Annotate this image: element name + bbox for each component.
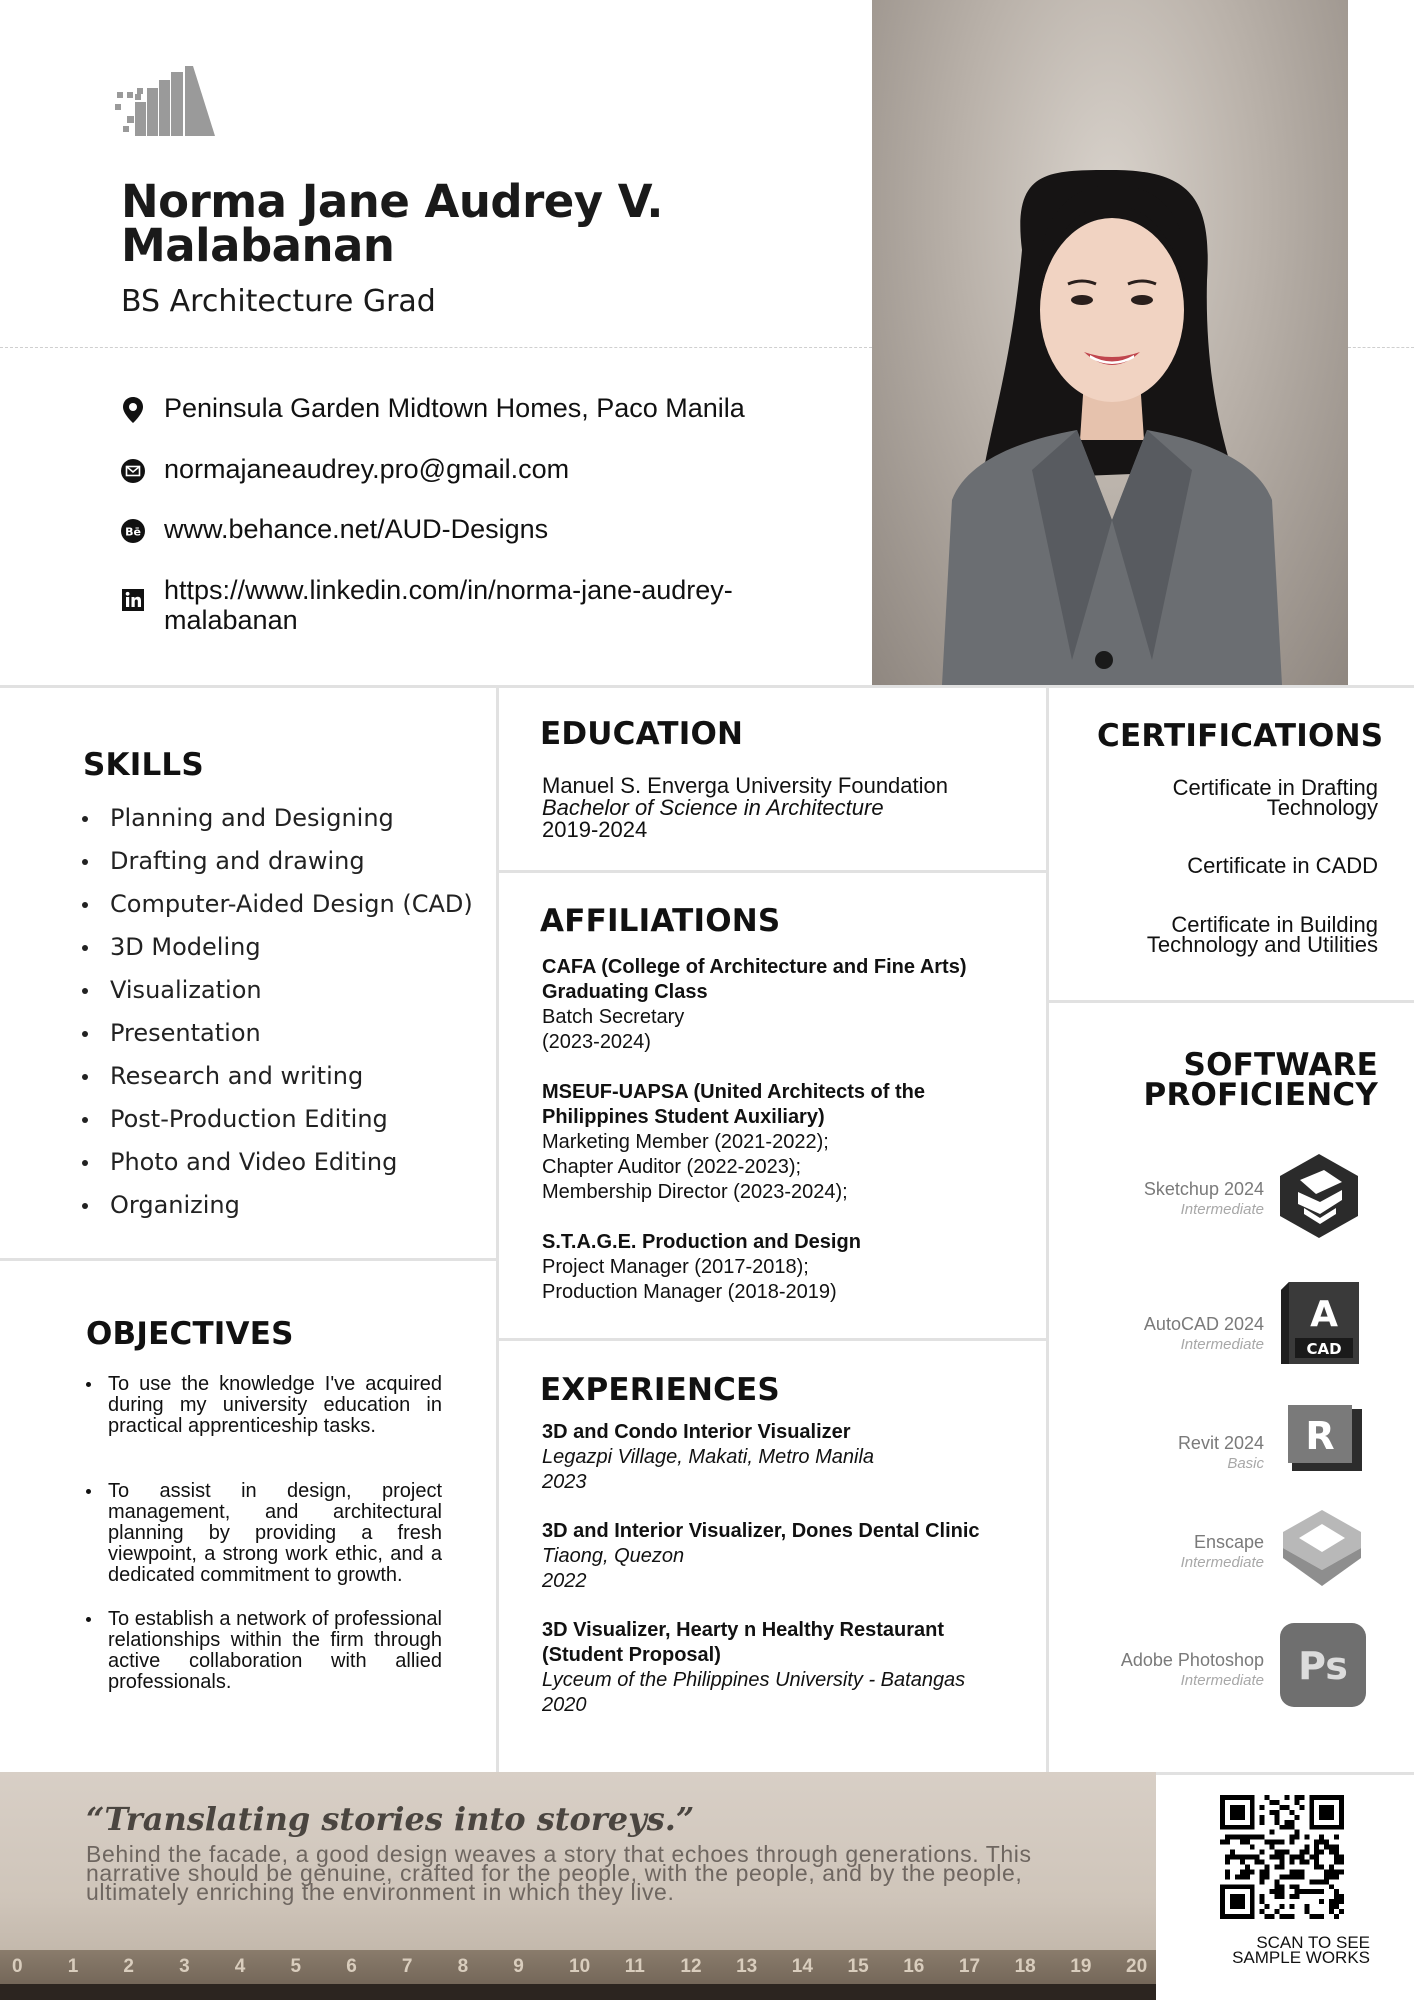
education-years: 2019-2024 bbox=[542, 817, 648, 842]
skill-item: Planning and Designing bbox=[82, 800, 482, 843]
email-link[interactable]: normajaneaudrey.pro@gmail.com bbox=[164, 454, 570, 484]
affiliation-role: Membership Director (2023-2024); bbox=[542, 1181, 848, 1203]
objective-item: To assist in design, project management, and architectural planning by providing a fresh viewpoint, a strong work ethic, and a dedicated commitment to growth. bbox=[84, 1481, 442, 1586]
contact-address bbox=[118, 393, 804, 425]
software-name: Revit 2024 bbox=[1177, 1433, 1264, 1453]
section-divider bbox=[1046, 1000, 1414, 1003]
skill-item: Research and writing bbox=[82, 1058, 482, 1101]
ruler-tick-label: 17 bbox=[958, 1956, 981, 1977]
section-divider bbox=[0, 1258, 496, 1261]
ruler-tick-label: 11 bbox=[624, 1956, 645, 1977]
software-level: Intermediate bbox=[1180, 1336, 1264, 1353]
autocad-icon bbox=[1281, 1282, 1359, 1364]
header-divider-right bbox=[1348, 347, 1414, 348]
ruler-base bbox=[0, 1984, 1156, 2000]
portrait-illustration bbox=[872, 0, 1348, 685]
profile-photo bbox=[872, 0, 1348, 685]
software-item-enscape bbox=[1024, 1531, 1264, 1573]
certification-item: Certificate in Drafting Technology bbox=[1172, 775, 1378, 820]
software-name: Adobe Photoshop bbox=[1120, 1650, 1264, 1670]
ruler-tick-label: 13 bbox=[736, 1956, 758, 1977]
photoshop-icon bbox=[1280, 1623, 1366, 1707]
ruler-tick-label: 15 bbox=[847, 1956, 869, 1977]
skills-list bbox=[82, 800, 482, 1230]
skill-item: Organizing bbox=[82, 1187, 482, 1230]
ruler-tick-label: 4 bbox=[234, 1956, 246, 1977]
degree: Bachelor of Science in Architecture bbox=[542, 795, 884, 820]
affiliation-entry bbox=[542, 1080, 1042, 1205]
ruler-tick-label: 18 bbox=[1014, 1956, 1036, 1977]
autocad-icon-sub: CAD bbox=[1306, 1340, 1342, 1358]
location-pin-icon bbox=[118, 395, 148, 425]
experience-title: 3D Visualizer, Hearty n Healthy Restaurant (Student Proposal) bbox=[542, 1619, 945, 1666]
ruler-tick-label: 1 bbox=[67, 1956, 79, 1977]
experience-entry bbox=[542, 1519, 1042, 1594]
ruler-tick-label: 14 bbox=[791, 1956, 813, 1977]
behance-link[interactable]: www.behance.net/AUD-Designs bbox=[164, 514, 549, 544]
experience-title: 3D and Interior Visualizer, Dones Dental Clinic bbox=[542, 1520, 980, 1542]
column-divider-right bbox=[1046, 685, 1049, 1772]
education-entry bbox=[542, 775, 1042, 841]
svg-text:Bē: Bē bbox=[125, 525, 141, 539]
header-divider bbox=[0, 347, 872, 348]
address-text: Peninsula Garden Midtown Homes, Paco Manila bbox=[164, 393, 745, 423]
affiliation-entry bbox=[542, 1230, 1042, 1305]
affiliation-title: S.T.A.G.E. Production and Design bbox=[542, 1231, 861, 1253]
objectives-heading: OBJECTIVES bbox=[86, 1316, 294, 1352]
email-icon bbox=[118, 456, 148, 486]
affiliation-role: Batch Secretary bbox=[542, 1006, 685, 1028]
experience-year: 2020 bbox=[542, 1694, 587, 1716]
revit-icon-letter: R bbox=[1305, 1414, 1335, 1458]
software-name: Enscape bbox=[1193, 1532, 1264, 1552]
sketchup-icon bbox=[1276, 1152, 1362, 1240]
contact-email[interactable] bbox=[118, 454, 804, 486]
experience-year: 2022 bbox=[542, 1570, 587, 1592]
experience-title: 3D and Condo Interior Visualizer bbox=[542, 1421, 851, 1443]
experience-place: Lyceum of the Philippines University - Batangas bbox=[542, 1669, 966, 1691]
experience-entry bbox=[542, 1618, 1042, 1718]
linkedin-link[interactable]: https://www.linkedin.com/in/norma-jane-audrey-malabanan bbox=[164, 575, 733, 635]
job-title: BS Architecture Grad bbox=[121, 284, 436, 319]
skill-item: 3D Modeling bbox=[82, 929, 482, 972]
ruler-tick-label: 20 bbox=[1126, 1956, 1148, 1977]
ruler-tick-label: 8 bbox=[457, 1956, 469, 1977]
affiliation-entry bbox=[542, 955, 1042, 1055]
ruler-tick-label: 19 bbox=[1070, 1956, 1092, 1977]
skill-item: Computer-Aided Design (CAD) bbox=[82, 886, 482, 929]
skill-item: Photo and Video Editing bbox=[82, 1144, 482, 1187]
behance-icon bbox=[118, 516, 148, 546]
affiliation-title: MSEUF-UAPSA (United Architects of the Philippines Student Auxiliary) bbox=[542, 1081, 925, 1128]
qr-caption bbox=[1180, 1935, 1370, 1965]
quote-title: “Translating stories into storeys.” bbox=[86, 1800, 695, 1838]
enscape-icon bbox=[1281, 1508, 1363, 1588]
section-divider bbox=[496, 1338, 1046, 1341]
section-divider bbox=[496, 870, 1046, 873]
certification-item: Certificate in Building Technology and Utilities bbox=[1146, 912, 1378, 957]
software-item-revit bbox=[1024, 1432, 1264, 1474]
affiliation-role: Chapter Auditor (2022-2023); bbox=[542, 1156, 802, 1178]
software-level: Intermediate bbox=[1180, 1554, 1264, 1571]
ruler-tick-label: 2 bbox=[123, 1956, 134, 1977]
certifications-heading: CERTIFICATIONS bbox=[1097, 718, 1384, 754]
ruler-tick-label: 0 bbox=[12, 1956, 23, 1977]
revit-icon bbox=[1288, 1405, 1364, 1475]
section-divider bbox=[0, 685, 1414, 688]
software-level: Intermediate bbox=[1180, 1201, 1264, 1218]
quote-body: Behind the facade, a good design weaves a story that echoes through generations. This narrative should be genuine, crafted for the people, with the people, and by the people, ultimately enriching the environment in which they live. bbox=[86, 1841, 1032, 1905]
software-item-autocad bbox=[1024, 1313, 1264, 1355]
affiliation-role: Production Manager (2018-2019) bbox=[542, 1281, 837, 1303]
experience-year: 2023 bbox=[542, 1471, 587, 1493]
skills-heading: SKILLS bbox=[83, 747, 204, 783]
affiliations-heading: AFFILIATIONS bbox=[540, 903, 781, 939]
contact-linkedin[interactable] bbox=[118, 575, 804, 635]
software-name: AutoCAD 2024 bbox=[1143, 1314, 1264, 1334]
affiliation-role: (2023-2024) bbox=[542, 1031, 651, 1053]
objective-item: To establish a network of professional relationships within the firm through active collaboration with allied professionals. bbox=[84, 1609, 442, 1693]
software-item-sketchup bbox=[1024, 1178, 1264, 1220]
experience-entry bbox=[542, 1420, 1042, 1495]
affiliation-title: CAFA (College of Architecture and Fine Arts) Graduating Class bbox=[542, 956, 967, 1003]
name-line-1: Norma Jane Audrey V. bbox=[121, 175, 663, 228]
skill-item: Post-Production Editing bbox=[82, 1101, 482, 1144]
ruler-tick-label: 10 bbox=[569, 1956, 591, 1977]
certification-item: Certificate in CADD bbox=[1187, 853, 1378, 878]
ruler-tick-label: 9 bbox=[513, 1956, 524, 1977]
building-logo-icon bbox=[115, 66, 215, 136]
software-heading-line-1: SOFTWARE bbox=[1183, 1047, 1378, 1083]
affiliation-role: Marketing Member (2021-2022); bbox=[542, 1131, 829, 1153]
skill-item: Drafting and drawing bbox=[82, 843, 482, 886]
ruler-tick-label: 12 bbox=[680, 1956, 702, 1977]
software-level: Basic bbox=[1227, 1455, 1264, 1472]
qr-code-icon[interactable] bbox=[1220, 1795, 1344, 1919]
software-item-photoshop bbox=[1024, 1649, 1264, 1691]
ruler-tick-label: 3 bbox=[179, 1956, 190, 1977]
autocad-icon-letter: A bbox=[1310, 1294, 1338, 1335]
linkedin-icon bbox=[118, 585, 148, 615]
qr-caption-line-1: SCAN TO SEE bbox=[1256, 1933, 1370, 1952]
experience-place: Legazpi Village, Makati, Metro Manila bbox=[542, 1446, 875, 1468]
software-heading bbox=[1143, 1047, 1378, 1113]
software-heading-line-2: PROFICIENCY bbox=[1143, 1077, 1378, 1113]
software-name: Sketchup 2024 bbox=[1143, 1179, 1264, 1199]
ruler-tick-label: 6 bbox=[346, 1956, 357, 1977]
column-divider-left bbox=[496, 685, 499, 1772]
ruler-tick-label: 16 bbox=[903, 1956, 925, 1977]
experience-place: Tiaong, Quezon bbox=[542, 1545, 685, 1567]
objective-item: To use the knowledge I've acquired during my university education in practical apprenticeship tasks. bbox=[84, 1374, 442, 1437]
experiences-heading: EXPERIENCES bbox=[540, 1372, 780, 1408]
candidate-name bbox=[121, 175, 821, 272]
ruler-tick-label: 7 bbox=[401, 1956, 413, 1977]
skill-item: Visualization bbox=[82, 972, 482, 1015]
contact-behance[interactable] bbox=[118, 514, 804, 546]
name-line-2: Malabanan bbox=[121, 219, 395, 272]
affiliation-role: Project Manager (2017-2018); bbox=[542, 1256, 809, 1278]
photoshop-icon-letters: Ps bbox=[1298, 1644, 1348, 1688]
software-level: Intermediate bbox=[1180, 1672, 1264, 1689]
education-heading: EDUCATION bbox=[540, 716, 744, 752]
school-name: Manuel S. Enverga University Foundation bbox=[542, 773, 948, 798]
skill-item: Presentation bbox=[82, 1015, 482, 1058]
ruler-tick-label: 5 bbox=[290, 1956, 302, 1977]
qr-caption-line-2: SAMPLE WORKS bbox=[1232, 1948, 1370, 1967]
